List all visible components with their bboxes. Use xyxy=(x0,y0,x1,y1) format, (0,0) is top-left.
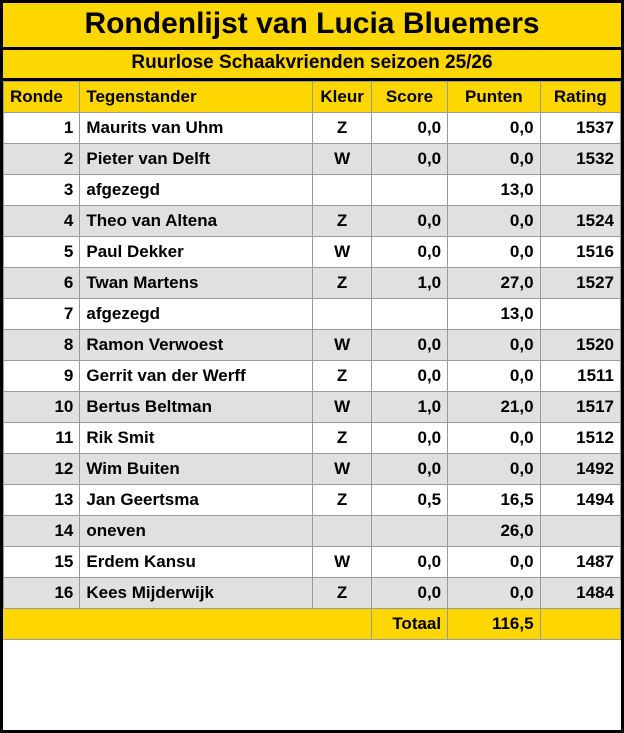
cell-kleur xyxy=(313,175,371,206)
table-header-row xyxy=(4,82,621,113)
footer-spacer-left xyxy=(4,609,372,640)
cell-ronde: 11 xyxy=(4,423,80,454)
cell-kleur: W xyxy=(313,330,371,361)
table-row xyxy=(4,423,621,454)
cell-score: 1,0 xyxy=(371,392,447,423)
cell-tegenstander: Gerrit van der Werff xyxy=(80,361,313,392)
cell-ronde: 1 xyxy=(4,113,80,144)
table-header xyxy=(4,82,621,113)
cell-tegenstander: Twan Martens xyxy=(80,268,313,299)
cell-rating: 1516 xyxy=(540,237,620,268)
cell-tegenstander: Paul Dekker xyxy=(80,237,313,268)
cell-score: 0,0 xyxy=(371,423,447,454)
footer-spacer-right xyxy=(540,609,620,640)
cell-rating: 1484 xyxy=(540,578,620,609)
cell-rating xyxy=(540,299,620,330)
cell-ronde: 7 xyxy=(4,299,80,330)
cell-kleur xyxy=(313,299,371,330)
cell-rating: 1520 xyxy=(540,330,620,361)
page-subtitle: Ruurlose Schaakvrienden seizoen 25/26 xyxy=(131,51,493,73)
cell-score: 0,0 xyxy=(371,330,447,361)
table-row xyxy=(4,299,621,330)
table-row xyxy=(4,144,621,175)
cell-punten: 0,0 xyxy=(448,361,540,392)
cell-kleur: W xyxy=(313,237,371,268)
cell-ronde: 3 xyxy=(4,175,80,206)
cell-rating: 1517 xyxy=(540,392,620,423)
table-row xyxy=(4,175,621,206)
cell-score: 0,0 xyxy=(371,237,447,268)
cell-punten: 16,5 xyxy=(448,485,540,516)
cell-rating: 1527 xyxy=(540,268,620,299)
cell-score xyxy=(371,516,447,547)
cell-kleur: W xyxy=(313,392,371,423)
cell-punten: 0,0 xyxy=(448,454,540,485)
cell-kleur: W xyxy=(313,454,371,485)
cell-kleur: W xyxy=(313,144,371,175)
cell-rating: 1494 xyxy=(540,485,620,516)
page-title: Rondenlijst van Lucia Bluemers xyxy=(84,7,540,40)
cell-kleur: Z xyxy=(313,578,371,609)
bottom-spacer xyxy=(3,640,621,730)
title-bar xyxy=(3,3,621,50)
totals-punten: 116,5 xyxy=(448,609,540,640)
cell-tegenstander: Jan Geertsma xyxy=(80,485,313,516)
cell-score: 0,5 xyxy=(371,485,447,516)
table-row xyxy=(4,268,621,299)
cell-tegenstander: Theo van Altena xyxy=(80,206,313,237)
cell-tegenstander: Kees Mijderwijk xyxy=(80,578,313,609)
table-row xyxy=(4,454,621,485)
cell-ronde: 13 xyxy=(4,485,80,516)
table-row xyxy=(4,237,621,268)
cell-tegenstander: Wim Buiten xyxy=(80,454,313,485)
cell-ronde: 4 xyxy=(4,206,80,237)
cell-score: 0,0 xyxy=(371,113,447,144)
table-row xyxy=(4,547,621,578)
cell-punten: 0,0 xyxy=(448,547,540,578)
cell-tegenstander: oneven xyxy=(80,516,313,547)
cell-ronde: 12 xyxy=(4,454,80,485)
table-row xyxy=(4,113,621,144)
table-row xyxy=(4,361,621,392)
table-row xyxy=(4,516,621,547)
cell-kleur: Z xyxy=(313,113,371,144)
cell-tegenstander: Ramon Verwoest xyxy=(80,330,313,361)
cell-tegenstander: afgezegd xyxy=(80,175,313,206)
cell-ronde: 5 xyxy=(4,237,80,268)
cell-score: 0,0 xyxy=(371,361,447,392)
cell-punten: 13,0 xyxy=(448,175,540,206)
cell-tegenstander: Bertus Beltman xyxy=(80,392,313,423)
cell-score: 0,0 xyxy=(371,206,447,237)
table-row xyxy=(4,485,621,516)
cell-score: 0,0 xyxy=(371,547,447,578)
cell-ronde: 16 xyxy=(4,578,80,609)
cell-rating: 1511 xyxy=(540,361,620,392)
cell-punten: 0,0 xyxy=(448,330,540,361)
table-body xyxy=(4,113,621,609)
cell-score: 0,0 xyxy=(371,144,447,175)
cell-punten: 0,0 xyxy=(448,423,540,454)
cell-kleur: W xyxy=(313,547,371,578)
cell-punten: 13,0 xyxy=(448,299,540,330)
cell-tegenstander: afgezegd xyxy=(80,299,313,330)
cell-score xyxy=(371,175,447,206)
column-header-ronde[interactable]: Ronde xyxy=(4,82,80,113)
table-footer xyxy=(4,609,621,640)
cell-punten: 0,0 xyxy=(448,144,540,175)
cell-ronde: 14 xyxy=(4,516,80,547)
cell-kleur: Z xyxy=(313,485,371,516)
cell-tegenstander: Maurits van Uhm xyxy=(80,113,313,144)
cell-score xyxy=(371,299,447,330)
cell-ronde: 10 xyxy=(4,392,80,423)
cell-punten: 0,0 xyxy=(448,237,540,268)
cell-ronde: 6 xyxy=(4,268,80,299)
cell-kleur xyxy=(313,516,371,547)
cell-ronde: 9 xyxy=(4,361,80,392)
cell-tegenstander: Erdem Kansu xyxy=(80,547,313,578)
cell-ronde: 15 xyxy=(4,547,80,578)
table-row xyxy=(4,330,621,361)
column-header-score[interactable]: Score xyxy=(371,82,447,113)
cell-rating: 1524 xyxy=(540,206,620,237)
cell-rating: 1532 xyxy=(540,144,620,175)
cell-punten: 21,0 xyxy=(448,392,540,423)
cell-score: 1,0 xyxy=(371,268,447,299)
cell-kleur: Z xyxy=(313,268,371,299)
cell-punten: 26,0 xyxy=(448,516,540,547)
column-header-kleur[interactable]: Kleur xyxy=(313,82,371,113)
totals-label: Totaal xyxy=(371,609,447,640)
cell-punten: 27,0 xyxy=(448,268,540,299)
cell-tegenstander: Pieter van Delft xyxy=(80,144,313,175)
totals-row xyxy=(4,609,621,640)
cell-kleur: Z xyxy=(313,361,371,392)
cell-rating: 1512 xyxy=(540,423,620,454)
rounds-table xyxy=(3,81,621,640)
cell-ronde: 2 xyxy=(4,144,80,175)
cell-punten: 0,0 xyxy=(448,206,540,237)
cell-rating xyxy=(540,175,620,206)
subtitle-bar xyxy=(3,50,621,82)
cell-tegenstander: Rik Smit xyxy=(80,423,313,454)
cell-rating: 1537 xyxy=(540,113,620,144)
table-row xyxy=(4,578,621,609)
cell-punten: 0,0 xyxy=(448,578,540,609)
table-row xyxy=(4,392,621,423)
table-row xyxy=(4,206,621,237)
column-header-rating[interactable]: Rating xyxy=(540,82,620,113)
column-header-punten[interactable]: Punten xyxy=(448,82,540,113)
cell-punten: 0,0 xyxy=(448,113,540,144)
cell-rating: 1487 xyxy=(540,547,620,578)
cell-score: 0,0 xyxy=(371,454,447,485)
cell-kleur: Z xyxy=(313,206,371,237)
column-header-tegenstander[interactable]: Tegenstander xyxy=(80,82,313,113)
cell-ronde: 8 xyxy=(4,330,80,361)
cell-rating: 1492 xyxy=(540,454,620,485)
cell-rating xyxy=(540,516,620,547)
cell-score: 0,0 xyxy=(371,578,447,609)
cell-kleur: Z xyxy=(313,423,371,454)
